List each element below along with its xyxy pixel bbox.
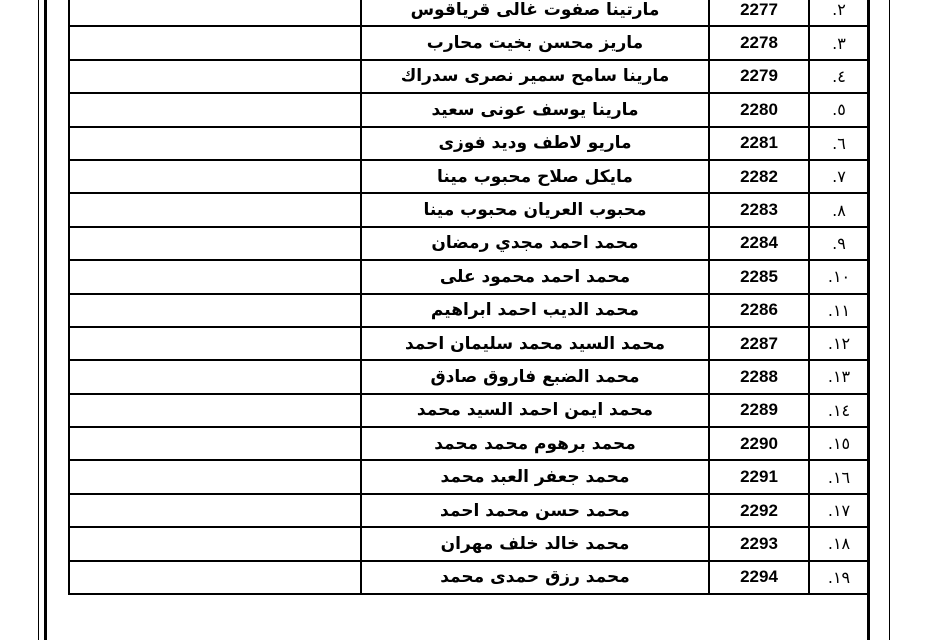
row-number-cell: ١٧. — [809, 494, 869, 527]
student-code-cell: 2284 — [709, 227, 809, 260]
empty-cell — [69, 327, 361, 360]
row-number-cell: ١٨. — [809, 527, 869, 560]
table-row — [69, 26, 869, 59]
student-code-cell: 2279 — [709, 60, 809, 93]
student-code-cell: 2285 — [709, 260, 809, 293]
student-code-cell: 2287 — [709, 327, 809, 360]
student-name-cell: محمد ايمن احمد السيد محمد — [361, 394, 709, 427]
student-name-cell: محمد احمد مجدي رمضان — [361, 227, 709, 260]
table-body — [69, 0, 869, 594]
student-name-cell: ماريو لاطف وديد فوزى — [361, 127, 709, 160]
empty-cell — [69, 360, 361, 393]
student-name-cell: مارينا يوسف عونى سعيد — [361, 93, 709, 126]
student-name-cell: محمد الديب احمد ابراهيم — [361, 294, 709, 327]
student-code-cell: 2288 — [709, 360, 809, 393]
student-name-cell: مايكل صلاح محبوب مينا — [361, 160, 709, 193]
empty-cell — [69, 193, 361, 226]
table-row — [69, 494, 869, 527]
empty-cell — [69, 160, 361, 193]
table-row — [69, 427, 869, 460]
table-row — [69, 460, 869, 493]
empty-cell — [69, 460, 361, 493]
student-code-cell: 2278 — [709, 26, 809, 59]
student-list-table — [68, 0, 870, 595]
table-row — [69, 160, 869, 193]
empty-cell — [69, 127, 361, 160]
row-number-cell: ١١. — [809, 294, 869, 327]
empty-cell — [69, 527, 361, 560]
student-name-cell: مارينا سامح سمير نصرى سدراك — [361, 60, 709, 93]
row-number-cell: ١٣. — [809, 360, 869, 393]
table-row — [69, 294, 869, 327]
table-row — [69, 0, 869, 26]
row-number-cell: ٤. — [809, 60, 869, 93]
empty-cell — [69, 294, 361, 327]
table-row — [69, 327, 869, 360]
table-row — [69, 360, 869, 393]
table-row — [69, 527, 869, 560]
student-code-cell: 2283 — [709, 193, 809, 226]
empty-cell — [69, 93, 361, 126]
student-code-cell: 2289 — [709, 394, 809, 427]
row-number-cell: ٦. — [809, 127, 869, 160]
student-name-cell: محبوب العريان محبوب مينا — [361, 193, 709, 226]
table-row — [69, 127, 869, 160]
empty-cell — [69, 394, 361, 427]
table-row — [69, 227, 869, 260]
student-code-cell: 2280 — [709, 93, 809, 126]
table-row — [69, 60, 869, 93]
row-number-cell: ١٤. — [809, 394, 869, 427]
table-row — [69, 394, 869, 427]
empty-cell — [69, 561, 361, 594]
student-code-cell: 2292 — [709, 494, 809, 527]
student-name-cell: محمد السيد محمد سليمان احمد — [361, 327, 709, 360]
student-name-cell: محمد حسن محمد احمد — [361, 494, 709, 527]
table-row — [69, 93, 869, 126]
row-number-cell: ٧. — [809, 160, 869, 193]
student-name-cell: محمد رزق حمدى محمد — [361, 561, 709, 594]
row-number-cell: ١٠. — [809, 260, 869, 293]
empty-cell — [69, 227, 361, 260]
empty-cell — [69, 60, 361, 93]
student-name-cell: محمد احمد محمود على — [361, 260, 709, 293]
row-number-cell: ٩. — [809, 227, 869, 260]
student-name-cell: محمد برهوم محمد محمد — [361, 427, 709, 460]
student-name-cell: مارتينا صفوت غالى قرياقوس — [361, 0, 709, 26]
student-code-cell: 2281 — [709, 127, 809, 160]
empty-cell — [69, 427, 361, 460]
table-row — [69, 561, 869, 594]
table-row — [69, 193, 869, 226]
student-name-cell: محمد خالد خلف مهران — [361, 527, 709, 560]
row-number-cell: ١٦. — [809, 460, 869, 493]
student-code-cell: 2290 — [709, 427, 809, 460]
student-code-cell: 2282 — [709, 160, 809, 193]
row-number-cell: ٣. — [809, 26, 869, 59]
student-name-cell: محمد جعفر العبد محمد — [361, 460, 709, 493]
student-code-cell: 2294 — [709, 561, 809, 594]
row-number-cell: ٢. — [809, 0, 869, 26]
empty-cell — [69, 494, 361, 527]
empty-cell — [69, 260, 361, 293]
row-number-cell: ١٥. — [809, 427, 869, 460]
student-name-cell: محمد الضبع فاروق صادق — [361, 360, 709, 393]
student-code-cell: 2277 — [709, 0, 809, 26]
table-row — [69, 260, 869, 293]
student-code-cell: 2291 — [709, 460, 809, 493]
row-number-cell: ٨. — [809, 193, 869, 226]
row-number-cell: ١٢. — [809, 327, 869, 360]
empty-cell — [69, 26, 361, 59]
empty-cell — [69, 0, 361, 26]
row-number-cell: ١٩. — [809, 561, 869, 594]
student-name-cell: ماريز محسن بخيت محارب — [361, 26, 709, 59]
row-number-cell: ٥. — [809, 93, 869, 126]
student-code-cell: 2293 — [709, 527, 809, 560]
student-code-cell: 2286 — [709, 294, 809, 327]
